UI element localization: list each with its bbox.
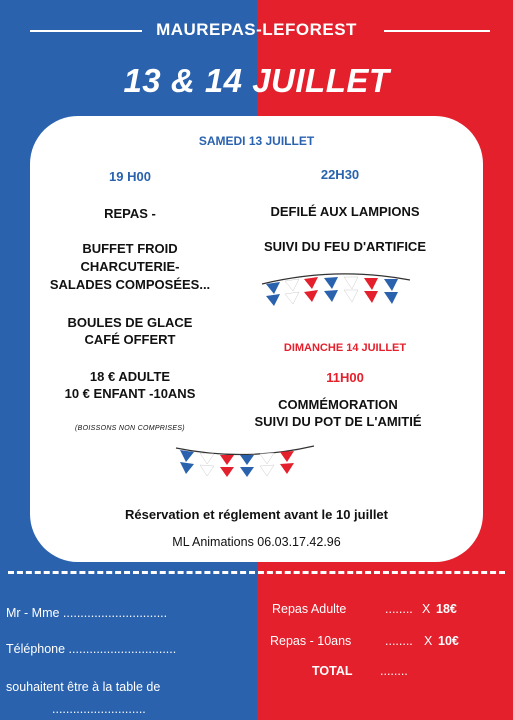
flag-white — [344, 290, 358, 302]
total-label: TOTAL — [312, 664, 353, 678]
flag-blue — [324, 277, 338, 289]
flag-white — [285, 292, 299, 304]
flag-white — [260, 465, 274, 476]
reservation-text: Réservation et réglement avant le 10 juillet — [125, 507, 388, 522]
drinks-note: (BOISSONS NON COMPRISES) — [75, 425, 185, 432]
price-child: 10 € ENFANT -10ANS — [64, 386, 196, 401]
flag-red — [220, 467, 234, 477]
sunday-line-2: SUIVI DU POT DE L'AMITIÉ — [254, 414, 422, 429]
flag-blue — [180, 462, 194, 474]
price-adult: 18 € ADULTE — [89, 369, 171, 384]
table-field-label: souhaitent être à la table de — [6, 680, 161, 694]
flag-white — [285, 279, 299, 291]
flag-blue — [384, 292, 398, 304]
sunday-time: 11H00 — [326, 370, 364, 385]
adult-dots: ........ — [385, 602, 413, 616]
flag-white — [200, 465, 214, 476]
saturday-heading: SAMEDI 13 JUILLET — [198, 134, 315, 148]
child-label: Repas - 10ans — [270, 634, 352, 648]
town-name: MAUREPAS-LEFOREST — [156, 20, 357, 39]
meal-line-3: SALADES COMPOSÉES... — [49, 277, 211, 292]
flag-white — [344, 277, 358, 289]
bunting-icon — [172, 440, 318, 480]
event-title: 13 & 14 JUILLET — [123, 62, 390, 99]
adult-qty: X — [422, 602, 431, 616]
flag-red — [280, 463, 294, 474]
sunday-line-1: COMMÉMORATION — [278, 397, 398, 412]
sunday-heading: DIMANCHE 14 JUILLET — [283, 342, 407, 354]
total-dots: ........ — [380, 664, 408, 678]
flag-blue — [384, 279, 398, 291]
flag-red — [280, 451, 294, 462]
flag-blue — [324, 290, 338, 302]
bunting-string — [176, 446, 314, 455]
flag-red — [220, 455, 234, 465]
meal-line-2: CHARCUTERIE- — [80, 259, 180, 274]
child-qty: X — [424, 634, 433, 648]
flag-red — [364, 278, 378, 290]
name-field: Mr - Mme .............................. — [6, 606, 168, 620]
flag-blue — [266, 282, 280, 294]
fireworks-text: SUIVI DU FEU D'ARTIFICE — [264, 239, 426, 254]
flag-blue — [240, 467, 254, 477]
flag-white — [200, 453, 214, 464]
child-dots: ........ — [385, 634, 413, 648]
contact-text: ML Animations 06.03.17.42.96 — [172, 535, 341, 549]
bunting-icon — [258, 270, 414, 318]
flag-blue — [266, 294, 280, 306]
saturday-time-left: 19 H00 — [109, 169, 151, 184]
table-field-dots: ........................... — [52, 702, 146, 716]
adult-label: Repas Adulte — [272, 602, 347, 616]
phone-field: Téléphone ............................... — [6, 642, 177, 656]
dessert-line-2: CAFÉ OFFERT — [84, 332, 176, 347]
dessert-line-1: BOULES DE GLACE — [67, 315, 193, 330]
child-price: 10€ — [438, 634, 459, 648]
flag-blue — [240, 455, 254, 465]
flag-red — [304, 290, 318, 302]
flag-white — [260, 453, 274, 464]
flag-blue — [180, 450, 194, 462]
flag-red — [304, 277, 318, 289]
saturday-time-right: 22H30 — [320, 167, 360, 182]
cut-line — [8, 571, 505, 574]
parade-text: DEFILÉ AUX LAMPIONS — [270, 204, 420, 219]
meal-line-1: BUFFET FROID — [82, 241, 178, 256]
adult-price: 18€ — [436, 602, 457, 616]
meal-title: REPAS - — [104, 206, 156, 221]
flag-red — [364, 291, 378, 303]
